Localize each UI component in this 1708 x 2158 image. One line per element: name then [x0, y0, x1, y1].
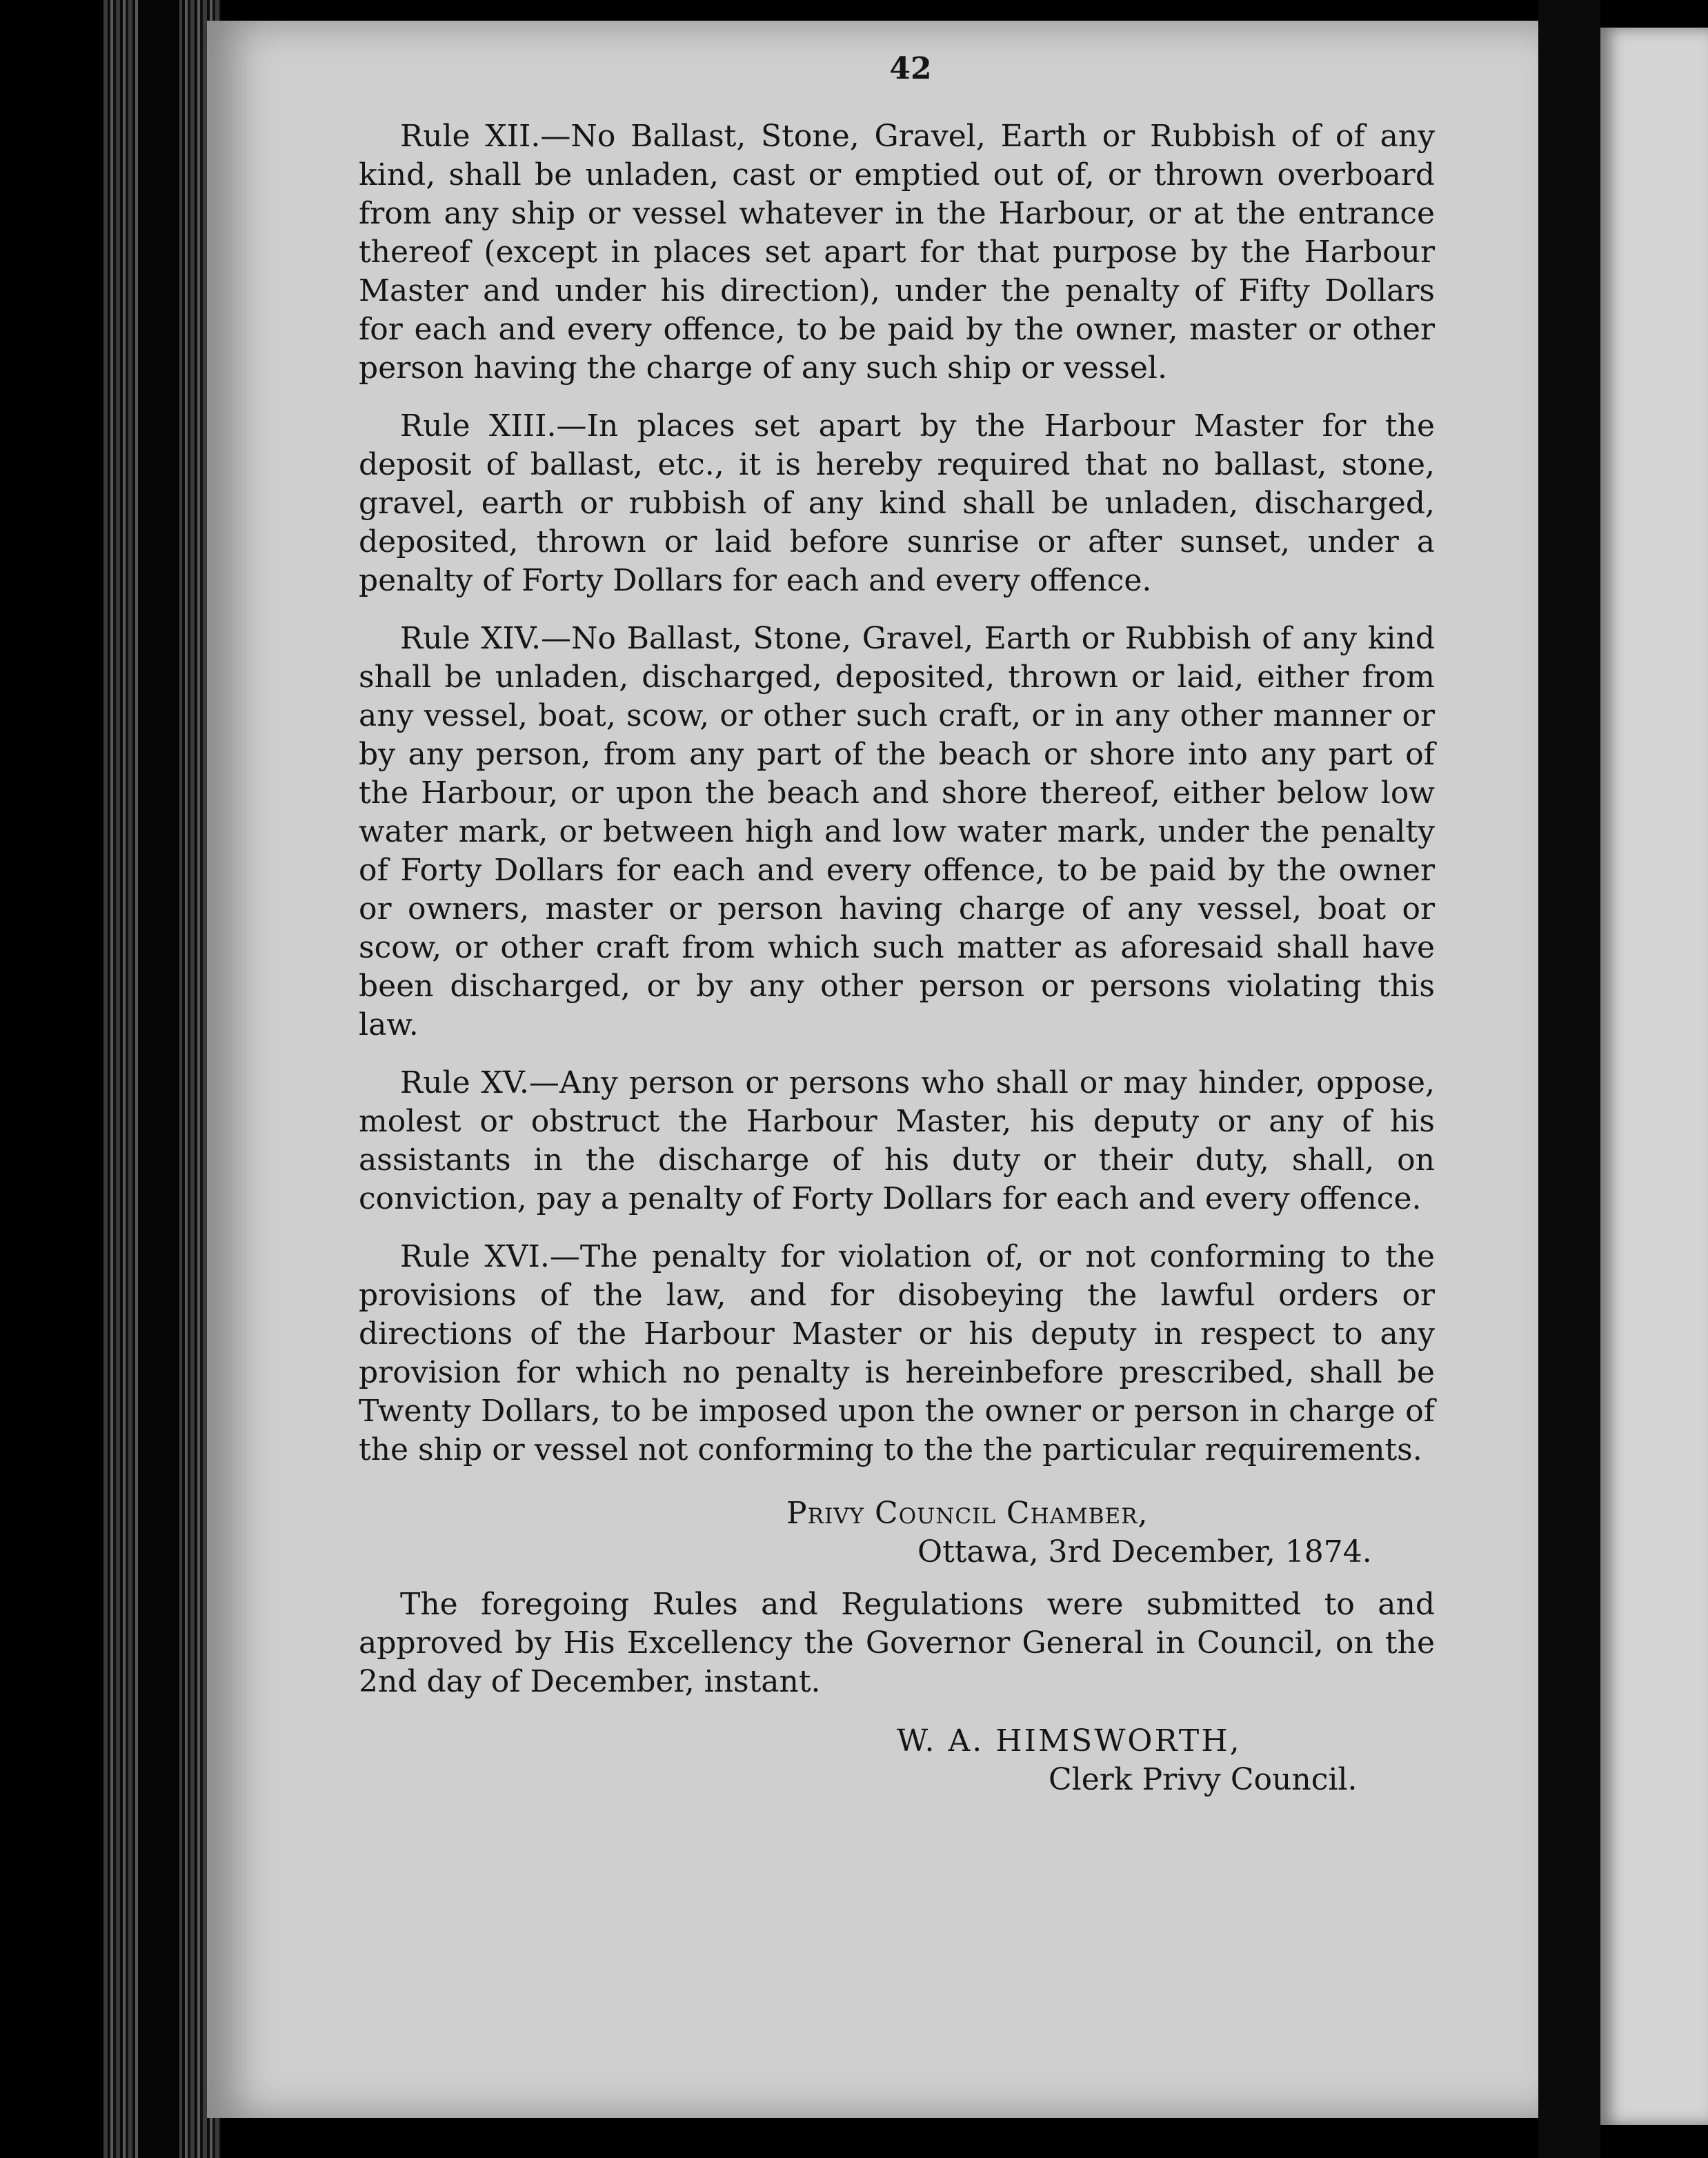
signatory-name: W. A. HIMSWORTH, [897, 1723, 1242, 1759]
binding-shadow [138, 0, 179, 2158]
signature-block [359, 1722, 1435, 1799]
rule-xii: Rule XII.—No Ballast, Stone, Gravel, Earth or Rubbish of of any kind, shall be unladen, cast or emptied out of, or thrown overboard from any ship or vessel whatever in the Harbour, or at the entrance thereof (except in places set apart for that purpose by the Harbour Master and under his direction), under the penalty of Fifty Dollars for each and every offence, to be paid by the owner, master or other person having the charge of any such ship or vessel. [359, 119, 1435, 386]
page-text [359, 48, 1435, 1799]
approval-statement: The foregoing Rules and Regulations were submitted to and approved by His Excellency the Governor General in Council, on the 2nd day of December, instant. [359, 1587, 1435, 1699]
signoff-block [359, 1494, 1435, 1572]
rule-xvi: Rule XVI.—The penalty for violation of, or not conforming to the provisions of the law, and for disobeying the lawful orders or directions of the Harbour Master or his deputy in respect to any provision for which no penalty is hereinbefore prescribed, shall be Twenty Dollars, to be imposed upon the owner or person in charge of the ship or vessel not conforming to the the particular requirements. [359, 1239, 1435, 1467]
signoff-chamber: Privy Council Chamber, [786, 1496, 1149, 1531]
rule-xiv: Rule XIV.—No Ballast, Stone, Gravel, Earth or Rubbish of any kind shall be unladen, discharged, deposited, thrown or laid, either from any vessel, boat, scow, or other such craft, or in any other manner or by any person, from any part of the beach or shore into any part of the Harbour, or upon the beach and shore thereof, either below low water mark, or between high and low water mark, under the penalty of Forty Dollars for each and every offence, to be paid by the owner or owners, master or person having charge of any vessel, boat or scow, or other craft from which such matter as aforesaid shall have been discharged, or by any other person or persons violating this law. [359, 621, 1435, 1042]
signoff-place-date: Ottawa, 3rd December, 1874. [917, 1534, 1372, 1570]
page-gutter-right [1538, 0, 1600, 2158]
page-number: 42 [889, 51, 932, 86]
rule-xiii: Rule XIII.—In places set apart by the Harbour Master for the deposit of ballast, etc., it is hereby required that no ballast, stone, gravel, earth or rubbish of any kind shall be unladen, discharged, deposited, thrown or laid before sunrise or after sunset, under a penalty of Forty Dollars for each and every offence. [359, 408, 1435, 598]
signatory-title: Clerk Privy Council. [1049, 1762, 1358, 1797]
facing-page-edge [1600, 28, 1708, 2125]
rule-xv: Rule XV.—Any person or persons who shall or may hinder, oppose, molest or obstruct the Harbour Master, his deputy or any of his assistants in the discharge of his duty or their duty, shall, on conviction, pay a penalty of Forty Dollars for each and every offence. [359, 1065, 1435, 1216]
scan-left-border [0, 0, 103, 2158]
